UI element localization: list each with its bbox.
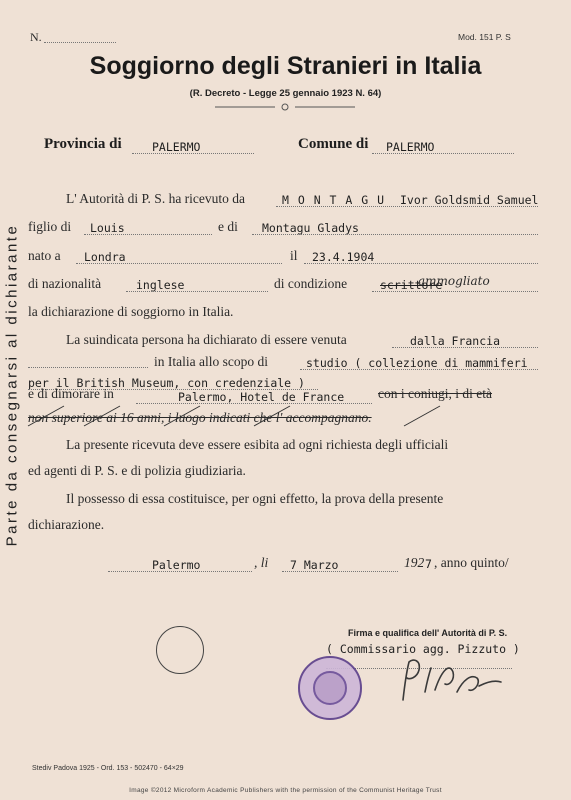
scopo-label: in Italia allo scopo di bbox=[154, 354, 268, 369]
venuta-line bbox=[392, 347, 538, 348]
number-line bbox=[44, 42, 116, 43]
comune-line bbox=[372, 153, 514, 154]
condition-struck: scrittore bbox=[380, 278, 443, 292]
birthplace: Londra bbox=[84, 250, 126, 264]
paragraph-3b: dichiarazione. bbox=[28, 517, 105, 532]
comune-value: PALERMO bbox=[386, 140, 435, 154]
paragraph-3: Il possesso di essa costituisce, per ogni effetto, la prova della presente bbox=[66, 491, 444, 506]
name-line bbox=[276, 206, 538, 207]
year-prefix: 192 bbox=[404, 555, 425, 570]
nationality-line bbox=[126, 291, 268, 292]
provincia-line bbox=[132, 153, 254, 154]
comune-label: Comune di bbox=[298, 136, 369, 152]
form-code: Mod. 151 P. S bbox=[458, 32, 511, 42]
father-line bbox=[84, 234, 212, 235]
nationality: inglese bbox=[136, 278, 185, 292]
provincia-value: PALERMO bbox=[152, 140, 201, 154]
date-place-line bbox=[108, 571, 252, 572]
father-name: Louis bbox=[90, 221, 125, 235]
dichiarazione-line: la dichiarazione di soggiorno in Italia. bbox=[28, 304, 234, 319]
received-label: L' Autorità di P. S. ha ricevuto da bbox=[66, 191, 246, 206]
year-suffix: 7 bbox=[425, 557, 432, 571]
nazionalita-label: di nazionalità bbox=[28, 276, 102, 291]
figlio-label: figlio di bbox=[28, 219, 72, 234]
date-value: 7 Marzo bbox=[290, 558, 339, 572]
side-margin-text: Parte da consegnarsi al dichiarante bbox=[3, 223, 21, 547]
dimorare-value: Palermo, Hotel de France bbox=[178, 390, 345, 404]
given-names: Ivor Goldsmid Samuel bbox=[400, 193, 539, 207]
date-line bbox=[282, 571, 398, 572]
condition-line bbox=[372, 291, 538, 292]
document-subtitle: (R. Decreto - Legge 25 gennaio 1923 N. 64) bbox=[189, 88, 382, 99]
li-label: , li bbox=[254, 555, 269, 570]
nato-label: nato a bbox=[28, 248, 61, 263]
handwritten-signature bbox=[395, 652, 505, 716]
dimorare-label: e di dimorare in bbox=[28, 386, 114, 401]
provincia-label: Provincia di bbox=[44, 136, 122, 152]
decorative-divider bbox=[215, 103, 355, 114]
signature-label: Firma e qualifica dell' Autorità di P. S. bbox=[348, 628, 508, 638]
surname: M O N T A G U bbox=[282, 193, 386, 207]
birthplace-line bbox=[76, 263, 282, 264]
venuta-from: dalla Francia bbox=[410, 334, 501, 348]
image-credit: Image ©2012 Microform Academic Publishers with the permission of the Communist Heritage Trust bbox=[129, 787, 442, 794]
document-title: Soggiorno degli Stranieri in Italia bbox=[89, 52, 482, 80]
strike-slashes bbox=[24, 404, 444, 432]
signature-typed-name: ( Commissario agg. Pizzuto ) bbox=[326, 642, 520, 656]
scopo-value-continued: per il British Museum, con credenziale ) bbox=[28, 376, 305, 390]
mother-line bbox=[252, 234, 538, 235]
condition-handwritten: ammogliato bbox=[418, 274, 490, 288]
paragraph-2b: ed agenti di P. S. e di polizia giudiziaria. bbox=[28, 463, 246, 478]
condizione-label: di condizione bbox=[274, 276, 348, 291]
mother-label: e di bbox=[218, 219, 238, 234]
scopo-line bbox=[300, 369, 538, 370]
coniugi-struck: con i coniugi, i di età bbox=[378, 386, 492, 401]
il-label: il bbox=[290, 248, 298, 263]
birthdate-line bbox=[304, 263, 538, 264]
printer-info: Stediv Padova 1925 - Ord. 153 - 502470 - 64×29 bbox=[32, 765, 184, 772]
anno-text: , anno quinto/ bbox=[434, 555, 509, 570]
struck-line: non superiore ai 16 anni, i luogo indicati che l' accompagnano. bbox=[28, 410, 372, 425]
mother-name: Montagu Gladys bbox=[262, 221, 359, 235]
scopo-value: studio ( collezione di mammiferi bbox=[306, 356, 528, 370]
number-label: N. bbox=[30, 30, 42, 44]
date-place: Palermo bbox=[152, 558, 201, 572]
birthdate: 23.4.1904 bbox=[312, 250, 375, 264]
seal-circle bbox=[156, 626, 204, 674]
police-stamp bbox=[298, 656, 362, 720]
paragraph-2: La presente ricevuta deve essere esibita ad ogni richiesta degli ufficiali bbox=[66, 437, 449, 452]
venuta-label: La suindicata persona ha dichiarato di essere venuta bbox=[66, 332, 347, 347]
blank-line bbox=[28, 367, 148, 368]
